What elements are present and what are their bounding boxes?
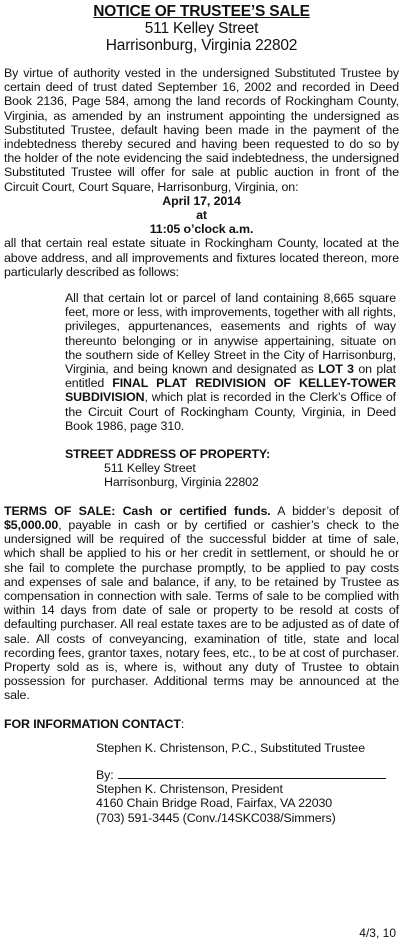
terms-heading: TERMS OF SALE: Cash or certified funds.: [4, 503, 271, 518]
sale-date: April 17, 2014: [162, 193, 241, 208]
legal-part3: , which plat is recorded in the Clerk’s Office of the Circuit Court of Rockingham County, Virginia, in Deed Book 1986, page 310.: [65, 390, 396, 433]
terms-part1: A bidder’s deposit of: [270, 503, 399, 518]
terms-deposit: $5,000.00: [4, 517, 59, 532]
contact-block: [4, 717, 399, 825]
street-address-line2: Harrisonburg, Virginia 22802: [104, 475, 259, 490]
terms-part2: , payable in cash or by certified or cashier’s check to the undersigned will be required of the successful bidder at time of sale, which shall be applied to his or her credit in settlement, or should he or she fail to complete the purchase promptly, to be applied to pay costs and expenses of sale and balance, if any, to be retained by Trustee as compensation in connection with sale. Terms of sale to be complied with within 14 days from date of sale or property to be resold at costs of defaulting purchaser. All real estate taxes are to be adjusted as of date of sale. All costs of conveyancing, examination of title, state and local recording fees, grantor taxes, notary fees, etc., to be at cost of purchaser. Property sold as is, where is, without any duty of Trustee to obtain possession for purchaser. Additional terms may be announced at the sale.: [4, 517, 399, 703]
signature-line-row: [4, 767, 399, 782]
property-paragraph: all that certain real estate situate in Rockingham County, located at the above address, and all improvements and fixtures located thereon, more particularly described as follows:: [4, 236, 399, 279]
contact-heading-row: [4, 717, 399, 731]
sale-at: at: [196, 208, 207, 223]
header-address-line2: Harrisonburg, Virginia 22802: [105, 37, 298, 54]
terms-paragraph: [4, 504, 399, 703]
legal-part1: All that certain lot or parcel of land containing 8,665 square feet, more or less, with improvements, together with all rights, privileges, appurtenances, easements and rights of way thereunto belonging or in anywise appertaining, situate on the southern side of Kelley Street in the City of Harrisonburg, Virginia, and being known and designated as: [65, 291, 396, 377]
sale-time: 11:05 o’clock a.m.: [149, 222, 254, 237]
legal-part2: on plat entitled: [65, 362, 396, 391]
legal-description: [4, 291, 399, 433]
by-label: By:: [96, 767, 114, 782]
contact-name-title: Stephen K. Christenson, President: [96, 782, 283, 797]
legal-lot: LOT 3: [318, 362, 354, 377]
contact-signer: Stephen K. Christenson, P.C., Substituted Trustee: [96, 740, 365, 755]
street-address-line1: 511 Kelley Street: [104, 461, 196, 476]
contact-heading: FOR INFORMATION CONTACT: [4, 716, 181, 731]
header-address-line1: 511 Kelley Street: [144, 20, 259, 37]
publication-reference: 4/3, 10: [359, 926, 396, 940]
notice-title: NOTICE OF TRUSTEE’S SALE: [93, 3, 310, 20]
signature-line: [118, 767, 386, 779]
sale-datetime: [4, 194, 399, 237]
legal-plat: FINAL PLAT REDIVISION OF KELLEY-TOWER SUBDIVISION: [65, 376, 396, 405]
intro-paragraph: By virtue of authority vested in the undersigned Substituted Trustee by certain deed of trust dated September 16, 2002 and recorded in Deed Book 2136, Page 584, among the land records of Rockingham County, Virginia, as amended by an instrument appointing the undersigned as Substituted Trustee, default having been made in the payment of the indebtedness thereby secured and having been requested to do so by the holder of the note evidencing the said indebtedness, the undersigned Substituted Trustee will offer for sale at public auction in front of the Circuit Court, Court Square, Harrisonburg, Virginia, on:: [4, 66, 399, 194]
contact-address: 4160 Chain Bridge Road, Fairfax, VA 22030: [96, 796, 333, 811]
contact-phone: (703) 591-3445 (Conv./14SKC038/Simmers): [96, 810, 336, 825]
street-address-block: [4, 447, 399, 490]
contact-heading-colon: :: [180, 716, 185, 731]
street-address-heading: STREET ADDRESS OF PROPERTY:: [65, 447, 271, 462]
notice-header: [4, 4, 399, 54]
